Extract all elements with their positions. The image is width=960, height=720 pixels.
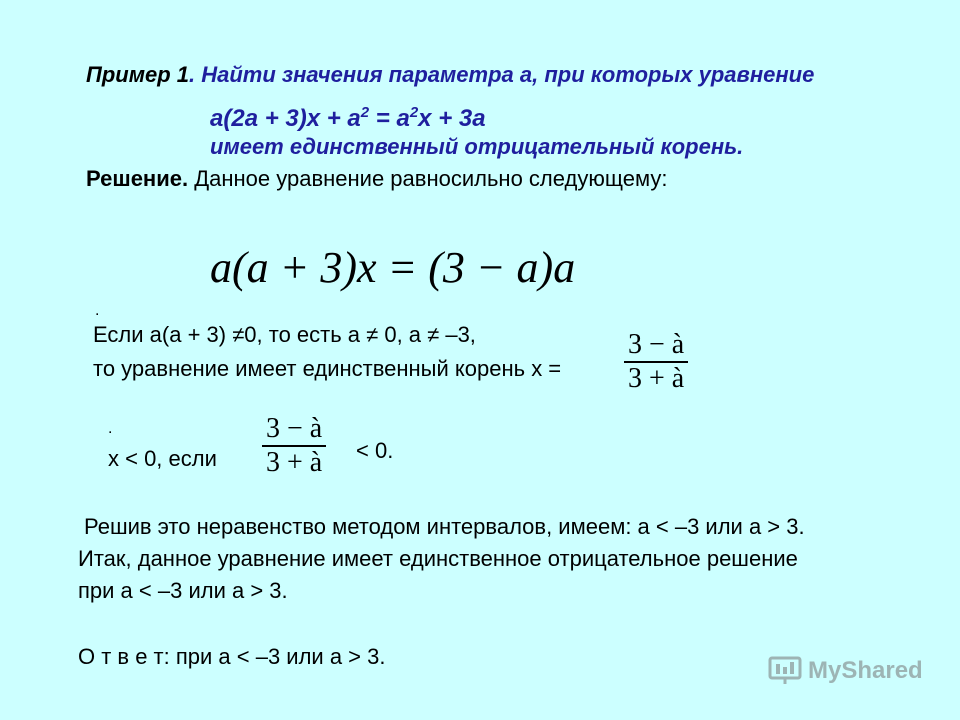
problem-equation [210,100,486,132]
equation-mid: = a [369,105,410,132]
equation-sup-1: 2 [360,104,370,121]
big-equation: a(a + 3)x = (3 − a)a [210,243,576,292]
answer-line: О т в е т: при a < –3 или a > 3. [78,644,386,669]
root-fraction-denominator: 3 + à [628,363,685,394]
equation-right: x + 3a [418,105,486,132]
problem-label: Пример 1 [86,62,189,87]
interval-result-line: Решив это неравенство методом интервалов, имеем: a < –3 или a > 3. [84,514,805,539]
inequality-fraction-numerator: 3 − à [266,413,323,444]
inequality-fraction [262,414,326,478]
inequality-fraction-denominator: 3 + à [266,447,323,478]
negative-condition-suffix: < 0. [356,438,394,463]
watermark-logo [768,656,923,686]
solution-intro [86,166,667,192]
watermark-text: MyShared [808,657,923,684]
if-condition-line: Если a(a + 3) ≠0, то есть a ≠ 0, a ≠ –3, [93,322,476,347]
equation-left: a(2a + 3)x + a [210,105,361,132]
bullet-dot-2: . [108,420,113,437]
equation-sup-2: 2 [409,104,419,121]
problem-statement: . Найти значения параметра a, при которых уравнение [189,62,815,87]
root-line: то уравнение имеет единственный корень x = [93,356,562,381]
conclusion-line-2: при a < –3 или a > 3. [78,578,288,603]
presentation-screen-icon [768,656,802,686]
solution-intro-text: Данное уравнение равносильно следующему: [188,166,668,191]
problem-condition: имеет единственный отрицательный корень. [210,134,744,159]
solution-label: Решение. [86,166,189,191]
negative-condition-prefix: x < 0, если [108,446,217,471]
problem-heading [86,62,814,88]
root-fraction [624,330,688,394]
conclusion-line-1: Итак, данное уравнение имеет единственное отрицательное решение [78,546,798,571]
bullet-dot-1: . [95,302,100,319]
root-fraction-numerator: 3 − à [628,329,685,360]
